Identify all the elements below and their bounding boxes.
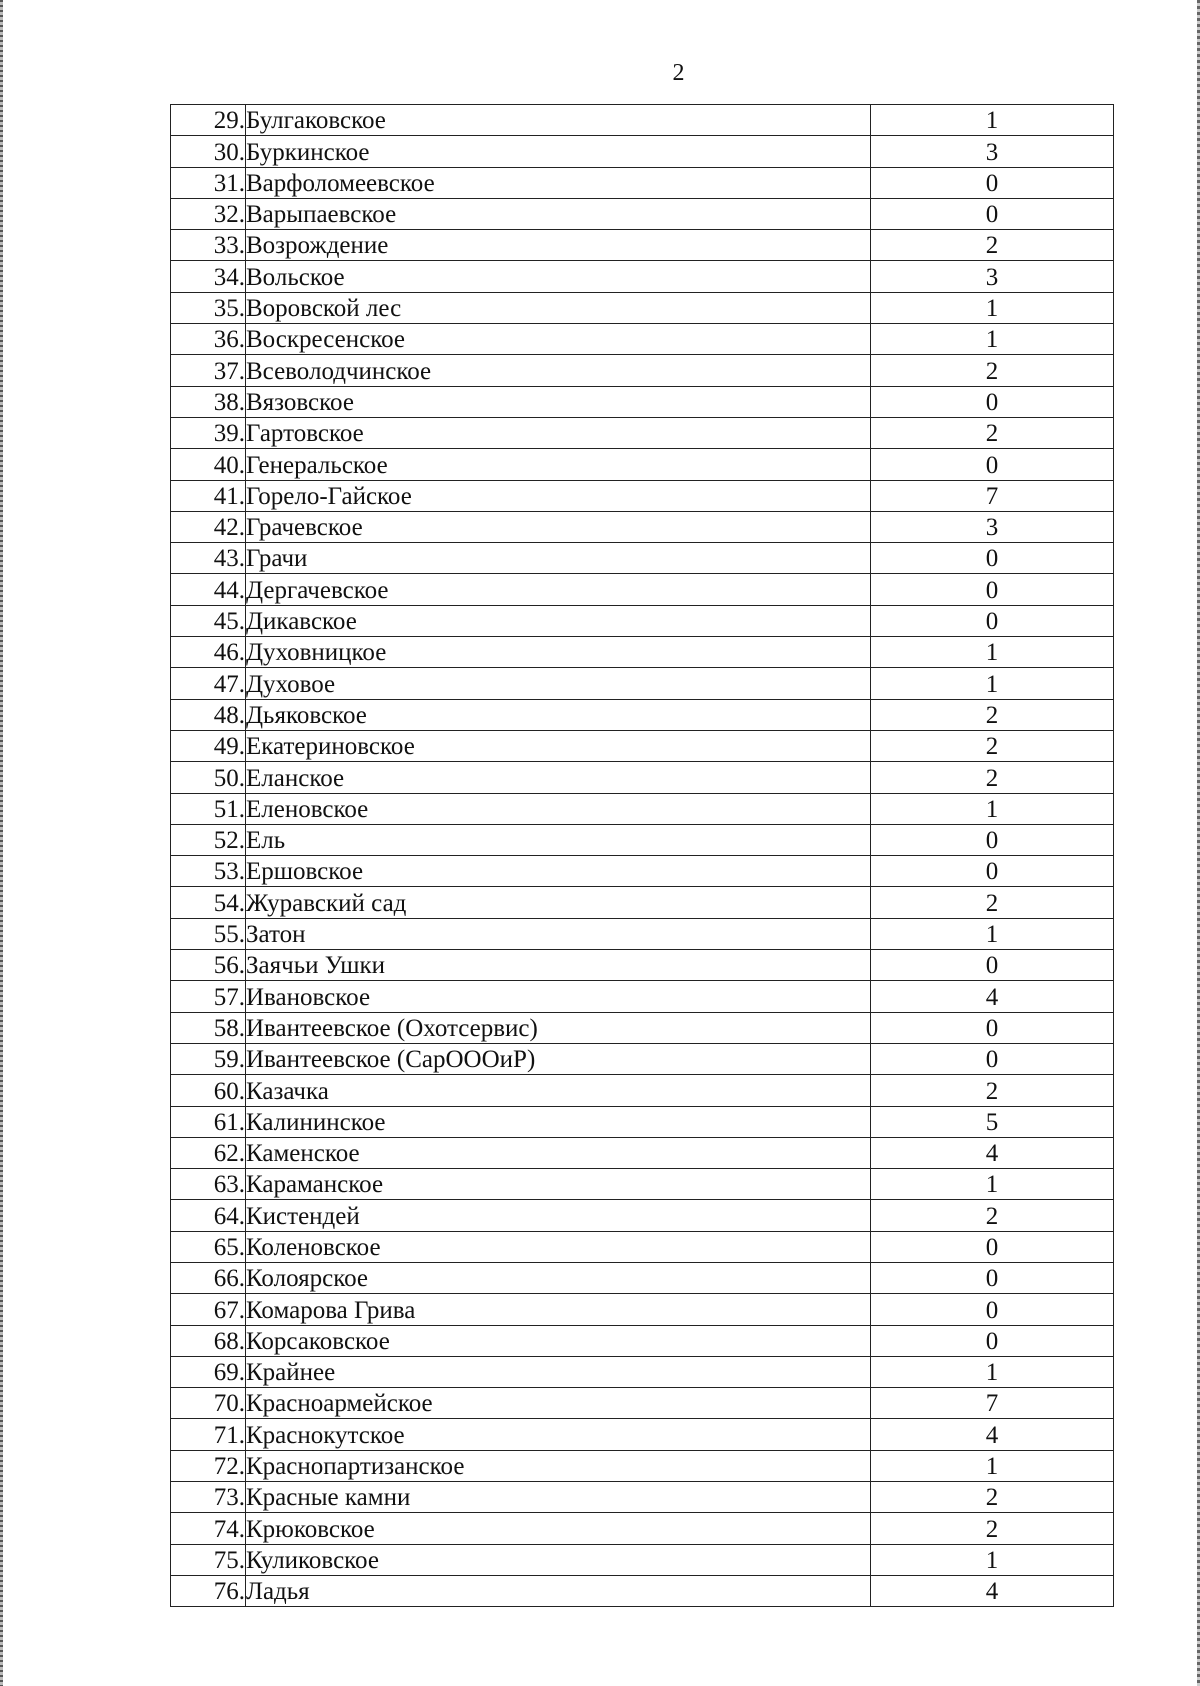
table-row: [171, 1575, 1114, 1606]
row-name-cell: Затон: [246, 918, 871, 949]
row-name-cell: Кистендей: [246, 1200, 871, 1231]
row-name-cell: Ладья: [246, 1575, 871, 1606]
table-row: [171, 417, 1114, 448]
table-row: [171, 386, 1114, 417]
table-row: [171, 1419, 1114, 1450]
table-row: [171, 605, 1114, 636]
row-name-cell: Каменское: [246, 1137, 871, 1168]
row-number-cell: 57.: [171, 981, 246, 1012]
row-value-cell: 1: [871, 105, 1114, 136]
row-number-cell: 35.: [171, 292, 246, 323]
table-row: [171, 918, 1114, 949]
row-name-cell: Варыпаевское: [246, 198, 871, 229]
table-row: [171, 981, 1114, 1012]
table-row: [171, 1482, 1114, 1513]
table-row: [171, 824, 1114, 855]
row-name-cell: Корсаковское: [246, 1325, 871, 1356]
row-name-cell: Горело-Гайское: [246, 480, 871, 511]
row-number-cell: 43.: [171, 543, 246, 574]
row-value-cell: 0: [871, 1325, 1114, 1356]
row-number-cell: 71.: [171, 1419, 246, 1450]
row-number-cell: 42.: [171, 511, 246, 542]
scan-edge-left: [0, 0, 3, 1686]
row-value-cell: 1: [871, 637, 1114, 668]
table-row: [171, 1200, 1114, 1231]
row-value-cell: 1: [871, 1544, 1114, 1575]
row-name-cell: Вольское: [246, 261, 871, 292]
row-name-cell: Коленовское: [246, 1231, 871, 1262]
table-row: [171, 480, 1114, 511]
row-number-cell: 49.: [171, 730, 246, 761]
row-value-cell: 4: [871, 981, 1114, 1012]
row-value-cell: 1: [871, 324, 1114, 355]
table-row: [171, 1231, 1114, 1262]
row-value-cell: 2: [871, 887, 1114, 918]
row-value-cell: 0: [871, 950, 1114, 981]
row-number-cell: 29.: [171, 105, 246, 136]
row-value-cell: 2: [871, 730, 1114, 761]
row-value-cell: 2: [871, 1200, 1114, 1231]
table-row: [171, 762, 1114, 793]
table-row: [171, 1544, 1114, 1575]
row-number-cell: 74.: [171, 1513, 246, 1544]
row-number-cell: 55.: [171, 918, 246, 949]
table-row: [171, 1043, 1114, 1074]
table-row: [171, 637, 1114, 668]
row-name-cell: Краснопартизанское: [246, 1450, 871, 1481]
table-row: [171, 105, 1114, 136]
row-name-cell: Красноармейское: [246, 1388, 871, 1419]
table-row: [171, 1012, 1114, 1043]
table-row: [171, 1356, 1114, 1387]
row-name-cell: Булгаковское: [246, 105, 871, 136]
row-number-cell: 50.: [171, 762, 246, 793]
row-number-cell: 61.: [171, 1106, 246, 1137]
row-name-cell: Дергачевское: [246, 574, 871, 605]
row-number-cell: 47.: [171, 668, 246, 699]
row-value-cell: 0: [871, 605, 1114, 636]
row-value-cell: 0: [871, 167, 1114, 198]
table-row: [171, 856, 1114, 887]
row-value-cell: 5: [871, 1106, 1114, 1137]
row-name-cell: Комарова Грива: [246, 1294, 871, 1325]
table-row: [171, 511, 1114, 542]
row-value-cell: 2: [871, 699, 1114, 730]
row-number-cell: 64.: [171, 1200, 246, 1231]
table-row: [171, 449, 1114, 480]
table-row: [171, 136, 1114, 167]
row-name-cell: Еленовское: [246, 793, 871, 824]
row-number-cell: 34.: [171, 261, 246, 292]
row-number-cell: 58.: [171, 1012, 246, 1043]
table-row: [171, 230, 1114, 261]
row-number-cell: 70.: [171, 1388, 246, 1419]
row-value-cell: 1: [871, 1450, 1114, 1481]
row-name-cell: Крайнее: [246, 1356, 871, 1387]
row-number-cell: 76.: [171, 1575, 246, 1606]
row-number-cell: 30.: [171, 136, 246, 167]
row-name-cell: Воровской лес: [246, 292, 871, 323]
row-name-cell: Красные камни: [246, 1482, 871, 1513]
row-number-cell: 62.: [171, 1137, 246, 1168]
table-row: [171, 699, 1114, 730]
row-value-cell: 3: [871, 511, 1114, 542]
row-name-cell: Грачи: [246, 543, 871, 574]
row-number-cell: 32.: [171, 198, 246, 229]
row-number-cell: 75.: [171, 1544, 246, 1575]
row-name-cell: Крюковское: [246, 1513, 871, 1544]
row-value-cell: 0: [871, 574, 1114, 605]
row-value-cell: 3: [871, 261, 1114, 292]
row-name-cell: Казачка: [246, 1075, 871, 1106]
row-name-cell: Журавский сад: [246, 887, 871, 918]
row-value-cell: 0: [871, 449, 1114, 480]
row-number-cell: 33.: [171, 230, 246, 261]
row-name-cell: Краснокутское: [246, 1419, 871, 1450]
row-value-cell: 4: [871, 1575, 1114, 1606]
hunting-grounds-table: [170, 104, 1114, 1607]
table-row: [171, 292, 1114, 323]
row-number-cell: 68.: [171, 1325, 246, 1356]
row-number-cell: 45.: [171, 605, 246, 636]
row-value-cell: 1: [871, 668, 1114, 699]
row-number-cell: 66.: [171, 1262, 246, 1293]
row-name-cell: Ершовское: [246, 856, 871, 887]
table-row: [171, 1075, 1114, 1106]
row-value-cell: 2: [871, 1482, 1114, 1513]
row-name-cell: Возрождение: [246, 230, 871, 261]
row-number-cell: 39.: [171, 417, 246, 448]
row-number-cell: 65.: [171, 1231, 246, 1262]
row-number-cell: 41.: [171, 480, 246, 511]
row-name-cell: Куликовское: [246, 1544, 871, 1575]
row-value-cell: 0: [871, 1262, 1114, 1293]
table-row: [171, 1262, 1114, 1293]
row-number-cell: 72.: [171, 1450, 246, 1481]
row-name-cell: Еланское: [246, 762, 871, 793]
row-name-cell: Дикавское: [246, 605, 871, 636]
row-name-cell: Ивантеевское (СарОООиР): [246, 1043, 871, 1074]
row-value-cell: 2: [871, 1513, 1114, 1544]
row-number-cell: 67.: [171, 1294, 246, 1325]
table-row: [171, 1106, 1114, 1137]
row-value-cell: 2: [871, 355, 1114, 386]
row-value-cell: 1: [871, 793, 1114, 824]
row-number-cell: 46.: [171, 637, 246, 668]
row-name-cell: Буркинское: [246, 136, 871, 167]
row-value-cell: 1: [871, 1169, 1114, 1200]
table-row: [171, 1450, 1114, 1481]
row-number-cell: 52.: [171, 824, 246, 855]
row-name-cell: Грачевское: [246, 511, 871, 542]
row-value-cell: 0: [871, 856, 1114, 887]
table-row: [171, 1169, 1114, 1200]
row-value-cell: 0: [871, 1231, 1114, 1262]
page-number: 2: [672, 60, 685, 86]
table-row: [171, 574, 1114, 605]
table-row: [171, 543, 1114, 574]
row-value-cell: 0: [871, 1012, 1114, 1043]
table-row: [171, 167, 1114, 198]
row-value-cell: 3: [871, 136, 1114, 167]
row-number-cell: 31.: [171, 167, 246, 198]
row-value-cell: 4: [871, 1419, 1114, 1450]
row-value-cell: 2: [871, 762, 1114, 793]
row-value-cell: 0: [871, 824, 1114, 855]
table-row: [171, 1325, 1114, 1356]
row-number-cell: 37.: [171, 355, 246, 386]
table-row: [171, 887, 1114, 918]
row-value-cell: 2: [871, 1075, 1114, 1106]
row-number-cell: 56.: [171, 950, 246, 981]
row-value-cell: 1: [871, 292, 1114, 323]
row-number-cell: 60.: [171, 1075, 246, 1106]
row-name-cell: Калининское: [246, 1106, 871, 1137]
row-value-cell: 0: [871, 1043, 1114, 1074]
row-name-cell: Караманское: [246, 1169, 871, 1200]
row-name-cell: Вязовское: [246, 386, 871, 417]
table-row: [171, 198, 1114, 229]
table-row: [171, 1294, 1114, 1325]
row-number-cell: 51.: [171, 793, 246, 824]
row-number-cell: 69.: [171, 1356, 246, 1387]
row-number-cell: 36.: [171, 324, 246, 355]
row-name-cell: Екатериновское: [246, 730, 871, 761]
row-name-cell: Генеральское: [246, 449, 871, 480]
table-row: [171, 1513, 1114, 1544]
table-body: [171, 105, 1114, 1607]
row-name-cell: Духовое: [246, 668, 871, 699]
row-name-cell: Ивановское: [246, 981, 871, 1012]
table-row: [171, 950, 1114, 981]
row-number-cell: 44.: [171, 574, 246, 605]
row-value-cell: 1: [871, 1356, 1114, 1387]
row-value-cell: 1: [871, 918, 1114, 949]
row-name-cell: Духовницкое: [246, 637, 871, 668]
row-name-cell: Колоярское: [246, 1262, 871, 1293]
row-name-cell: Варфоломеевское: [246, 167, 871, 198]
row-name-cell: Воскресенское: [246, 324, 871, 355]
row-number-cell: 53.: [171, 856, 246, 887]
row-value-cell: 7: [871, 480, 1114, 511]
row-value-cell: 0: [871, 1294, 1114, 1325]
row-value-cell: 0: [871, 386, 1114, 417]
table-row: [171, 668, 1114, 699]
row-number-cell: 63.: [171, 1169, 246, 1200]
row-number-cell: 59.: [171, 1043, 246, 1074]
row-number-cell: 38.: [171, 386, 246, 417]
table-row: [171, 1137, 1114, 1168]
row-value-cell: 0: [871, 198, 1114, 229]
row-number-cell: 48.: [171, 699, 246, 730]
row-value-cell: 7: [871, 1388, 1114, 1419]
table-row: [171, 261, 1114, 292]
row-name-cell: Ель: [246, 824, 871, 855]
row-name-cell: Всеволодчинское: [246, 355, 871, 386]
table-row: [171, 730, 1114, 761]
row-number-cell: 73.: [171, 1482, 246, 1513]
row-number-cell: 54.: [171, 887, 246, 918]
row-number-cell: 40.: [171, 449, 246, 480]
row-name-cell: Дьяковское: [246, 699, 871, 730]
row-value-cell: 2: [871, 230, 1114, 261]
row-value-cell: 4: [871, 1137, 1114, 1168]
table-row: [171, 324, 1114, 355]
row-value-cell: 2: [871, 417, 1114, 448]
table-row: [171, 1388, 1114, 1419]
row-name-cell: Ивантеевское (Охотсервис): [246, 1012, 871, 1043]
table-row: [171, 355, 1114, 386]
row-value-cell: 0: [871, 543, 1114, 574]
row-name-cell: Гартовское: [246, 417, 871, 448]
table-row: [171, 793, 1114, 824]
row-name-cell: Заячьи Ушки: [246, 950, 871, 981]
